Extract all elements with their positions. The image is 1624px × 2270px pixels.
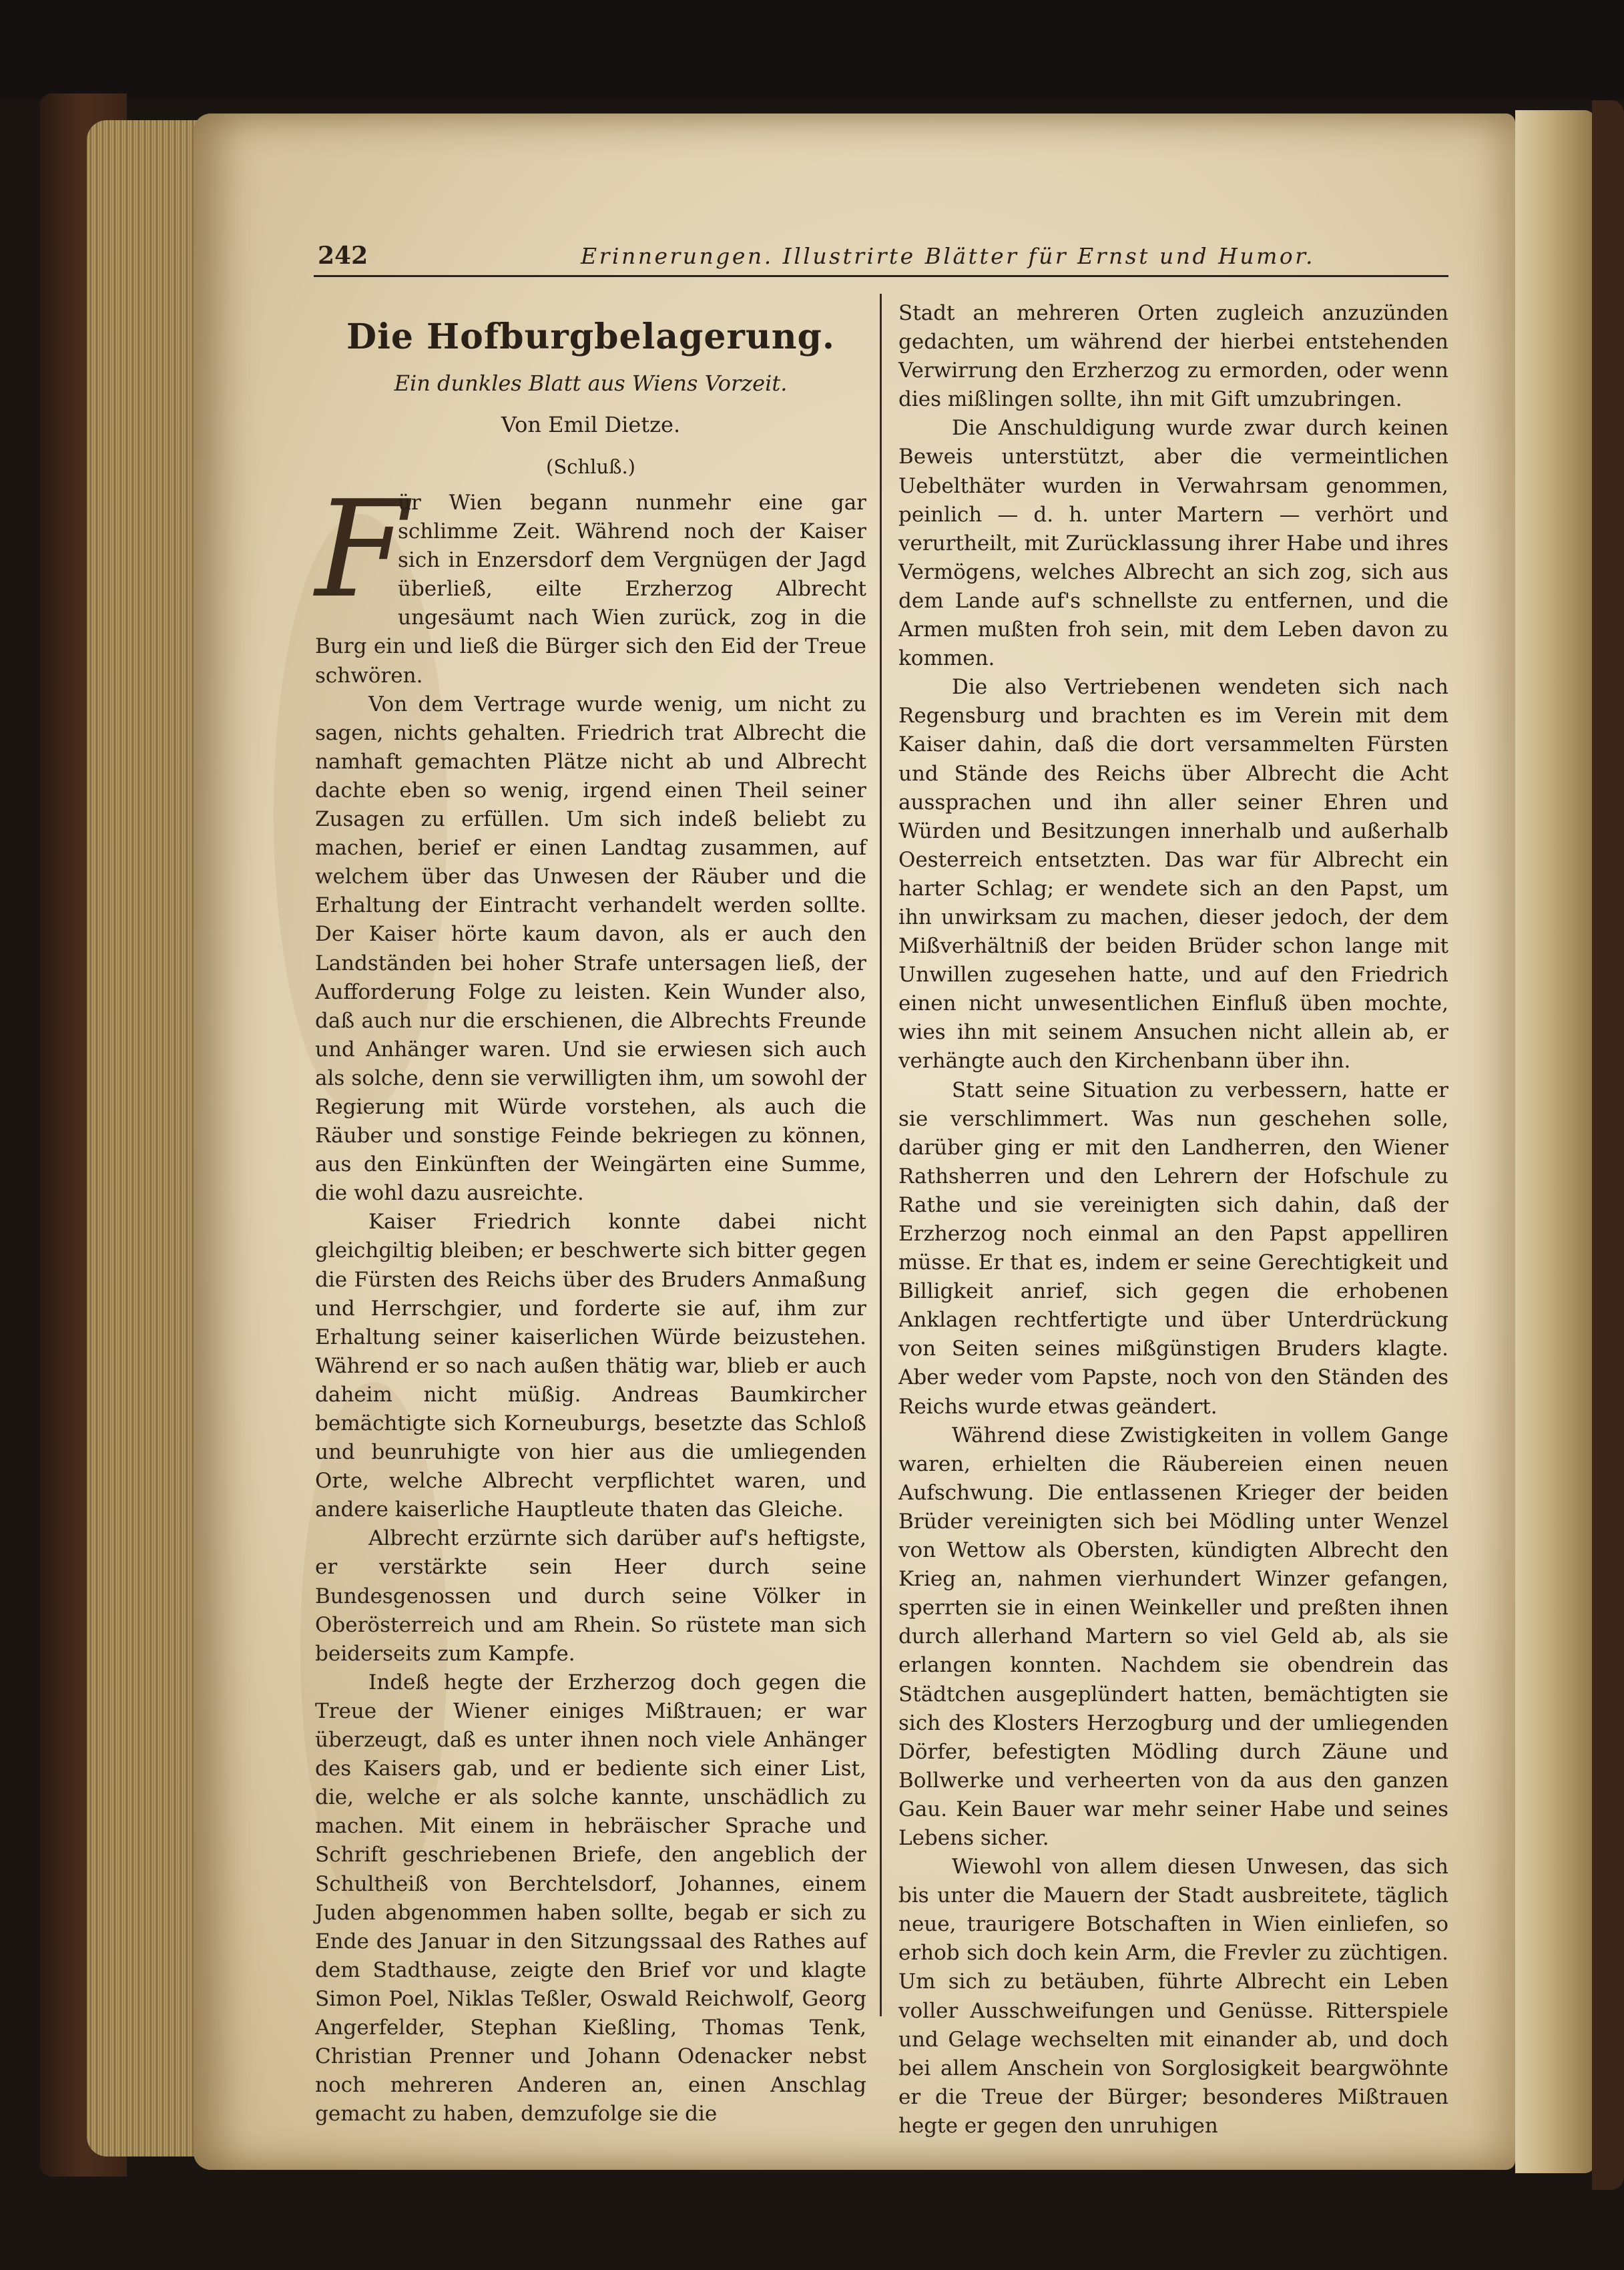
paragraph: F ür Wien begann nunmehr eine gar schlimme Zeit. Während noch der Kaiser sich in Enzersdorf dem Vergnügen der Jagd überließ, eilte Erzherzog Albrecht ungesäumt nach Wien zurück, zog in die Burg ein und ließ die Bürger sich den Eid der Treue schwören. (315, 472, 866, 688)
column-divider (880, 294, 882, 2016)
paragraph: Kaiser Friedrich konnte dabei nicht gleichgiltig bleiben; er beschwerte sich bitter gegen die Fürsten des Reichs über des Bruders Anmaßung und Herrschgier, und forderte sie auf, ihm zur Erhaltung seiner kaiserlichen Würde beizustehen. Während er so nach außen thätig war, blieb er auch daheim nicht müßig. Andreas Baumkircher bemächtigte sich Korneuburgs, besetzte das Schloß und beunruhigte von hier aus die umliegenden Orte, welche Albrecht verpflichtet waren, und andere kaiserliche Hauptleute thaten das Gleiche. (315, 1210, 866, 1522)
paragraph: Von dem Vertrage wurde wenig, um nicht zu sagen, nichts gehalten. Friedrich trat Albrecht die namhaft gemachten Plätze nicht ab und Albrecht dachte eben so wenig, irgend einen Theil seiner Zusagen zu erfüllen. Um sich indeß beliebt zu machen, berief er einen Landtag zusammen, auf welchem über das Unwesen der Räuber und die Erhaltung der Eintracht verhandelt werden sollte. Der Kaiser hörte kaum davon, als er auch den Landständen bei hoher Strafe untersagen ließ, der Aufforderung Folge zu leisten. Kein Wunder also, daß auch nur die erschienen, die Albrechts Freunde und Anhänger waren. Und sie erwiesen sich auch als solche, denn sie verwilligten ihm, um sowohl der Regierung mit Würde vorstehen, als auch die Räuber und sonstige Feinde bekriegen zu können, aus den Einkünften der Weingärten eine Summe, die wohl dazu ausreichte. (315, 692, 866, 1206)
article-title: Die Hofburgbelagerung. (346, 316, 835, 357)
paragraph: Albrecht erzürnte sich darüber auf's heftigste, er verstärkte sein Heer durch seine Bundesgenossen und durch seine Völker in Oberösterreich und am Rhein. So rüstete man sich beiderseits zum Kampfe. (315, 1526, 866, 1666)
conclusion-note: (Schluß.) (546, 455, 635, 478)
paragraph: Die Anschuldigung wurde zwar durch keinen Beweis unterstützt, aber die vermeintlichen Uebelthäter wurden in Verwahrsam genommen, peinlich — d. h. unter Martern — verhört und verurtheilt, mit Zurücklassung ihrer Habe und ihres Vermögens, welches Albrecht an sich zog, sich aus dem Lande auf's schnellste zu entfernen, und die Armen mußten froh sein, mit dem Leben davon zu kommen. (898, 416, 1448, 671)
article-subtitle: Ein dunkles Blatt aus Wiens Vorzeit. (394, 371, 788, 396)
drop-cap: F (315, 472, 408, 628)
background-top (0, 0, 1624, 100)
right-page-stack (1515, 110, 1595, 2173)
book-cover-right (1592, 100, 1624, 2190)
running-title: Erinnerungen. Illustrirte Blätter für Ernst und Humor. (581, 243, 1315, 269)
paragraph: Stadt an mehreren Orten zugleich anzuzünden gedachten, um während der hierbei entstehenden Verwirrung den Erzherzog zu ermorden, oder wenn dies mißlingen sollte, ihn mit Gift umzubringen. (898, 301, 1448, 412)
page-number: 242 (318, 242, 368, 270)
left-column (315, 299, 866, 2128)
paragraph: Während diese Zwistigkeiten in vollem Gange waren, erhielten die Räubereien einen neuen Aufschwung. Die entlassenen Krieger der beiden Brüder vereinigten sich bei Mödling unter Wenzel von Wettow als Obersten, kündigten Albrecht den Krieg an, nahmen vierhundert Winzer gefangen, sperrten sie in einen Weinkeller und preßten ihnen durch allerhand Martern so viel Geld ab, als sie erlangen konnten. Nachdem sie obendrein das Städtchen ausgeplündert hatten, bemächtigten sie sich des Klosters Herzogburg und der umliegenden Dörfer, befestigten Mödling durch Zäune und Bollwerke und verheerten von da aus den ganzen Gau. Kein Bauer war mehr seiner Habe und seines Lebens sicher. (898, 1423, 1448, 1850)
paragraph: Wiewohl von allem diesen Unwesen, das sich bis unter die Mauern der Stadt ausbreitete, täglich neue, traurigere Botschaften in Wien einliefen, so erhob sich doch kein Arm, die Frevler zu züchtigen. Um sich zu betäuben, führte Albrecht ein Leben voller Ausschweifungen und Genüsse. Ritterspiele und Gelage wechselten mit einander ab, und doch bei allem Anschein von Sorglosigkeit beargwöhnte er die Treue der Bürger; besonderes Mißtrauen hegte er gegen den unruhigen (898, 1855, 1448, 2138)
paragraph: Indeß hegte der Erzherzog doch gegen die Treue der Wiener einiges Mißtrauen; er war überzeugt, daß es unter ihnen noch viele Anhänger des Kaisers gab, und er bediente sich einer List, die, welche er als solche kannte, unschädlich zu machen. Mit einem in hebräischer Sprache und Schrift geschriebenen Briefe, den angeblich der Schultheiß von Berchtelsdorf, Johannes, einem Juden abgenommen haben sollte, begab er sich zu Ende des Januar in den Sitzungssaal des Rathes auf dem Stadthause, zeigte den Brief vor und klagte Simon Poel, Niklas Teßler, Oswald Reichwolf, Georg Angerfelder, Stephan Kießling, Thomas Tenk, Christian Prenner und Johann Odenacker nebst noch mehreren Anderen an, einen Anschlag gemacht zu haben, demzufolge sie die (315, 1670, 866, 2126)
running-header (314, 239, 1448, 277)
paragraph: Statt seine Situation zu verbessern, hatte er sie verschlimmert. Was nun geschehen solle, darüber ging er mit den Landherren, den Wiener Rathsherren und den Lehrern der Hofschule zu Rathe und sie vereinigten sich dahin, daß der Erzherzog noch einmal an den Papst appelliren müsse. Er that es, indem er seine Gerechtigkeit und Billigkeit anrief, sich gegen die erhobenen Anklagen rechtfertigte und über Unterdrückung von Seiten seines mißgünstigen Bruders klagte. Aber weder vom Papste, noch von den Ständen des Reichs wurde etwas geändert. (898, 1078, 1448, 1419)
article-author: Von Emil Dietze. (501, 412, 681, 437)
paragraph: Die also Vertriebenen wendeten sich nach Regensburg und brachten es im Verein mit dem Kaiser dahin, daß die dort versammelten Fürsten und Stände des Reichs über Albrecht die Acht aussprachen und ihn aller seiner Ehren und Würden und Besitzungen innerhalb und außerhalb Oesterreich entsetzten. Das war für Albrecht ein harter Schlag; er wendete sich an den Papst, um ihn unwirksam zu machen, dieser jedoch, der dem Mißverhältniß der beiden Brüder schon lange mit Unwillen zugesehen hatte, und auf den Friedrich einen nicht unwesentlichen Einfluß üben mochte, wies ihn mit seinem Ansuchen nicht allein ab, er verhängte auch den Kirchenbann über ihn. (898, 675, 1448, 1074)
right-column (898, 299, 1448, 2140)
